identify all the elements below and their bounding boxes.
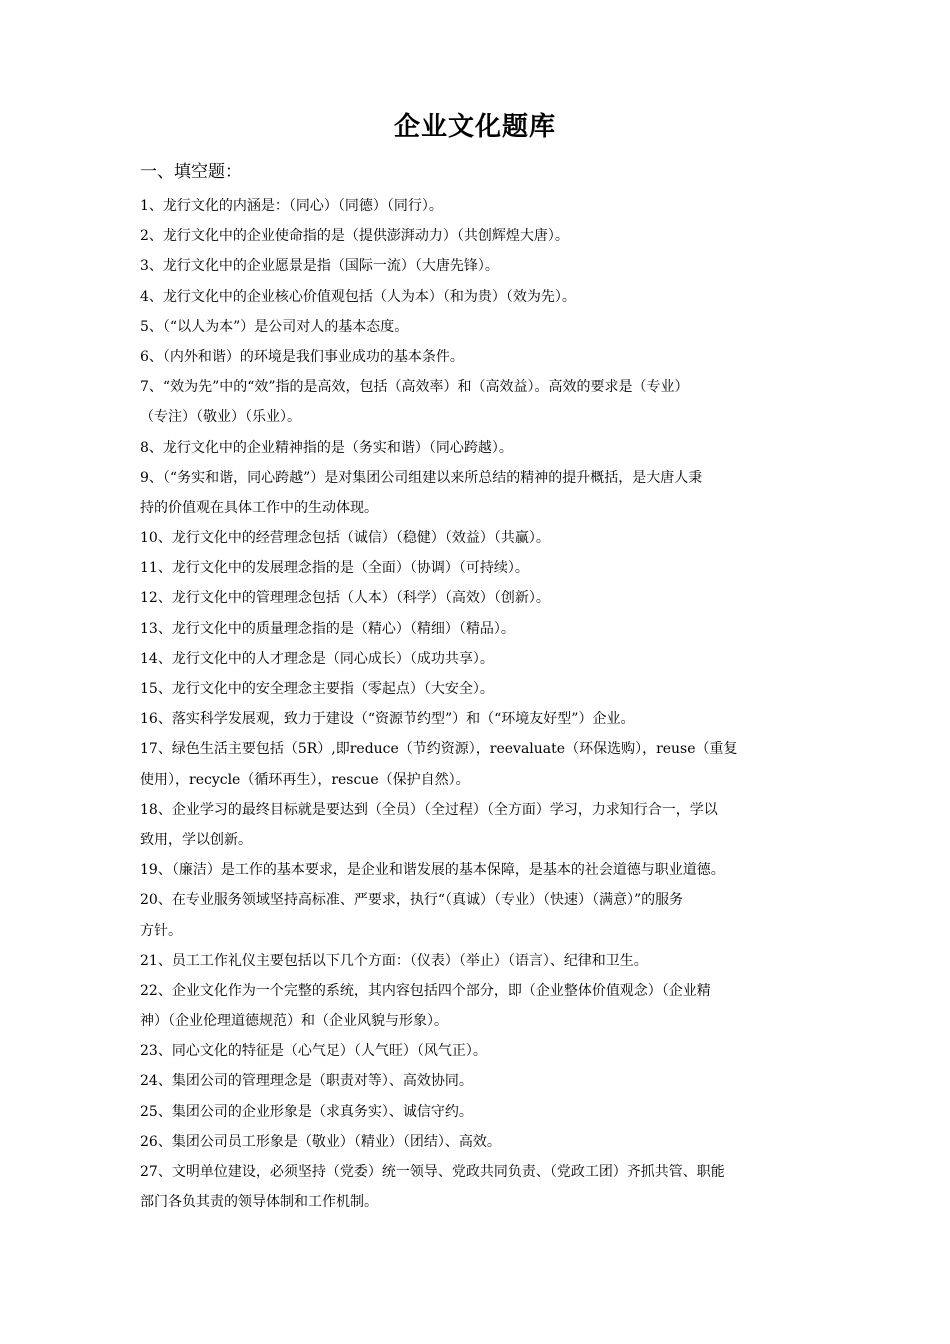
question-line: 15、龙行文化中的安全理念主要指（零起点）（大安全）。 (140, 681, 494, 697)
question-line: 12、龙行文化中的管理理念包括（人本）（科学）（高效）（创新）。 (140, 590, 550, 607)
question-item (140, 583, 820, 613)
question-item (140, 1157, 820, 1217)
question-line: 22、企业文化作为一个完整的系统，其内容包括四个部分，即（企业整体价值观念）（企业精 (140, 982, 711, 999)
question-item (140, 1097, 820, 1127)
question-line: 9、（“务实和谐，同心跨越”）是对集团公司组建以来所总结的精神的提升概括，是大唐人秉 (140, 469, 703, 486)
question-item (140, 1036, 820, 1066)
question-line: 2、龙行文化中的企业使命指的是（提供澎湃动力）（共创辉煌大唐）。 (140, 228, 569, 245)
question-item (140, 372, 820, 432)
question-line: 17、绿色生活主要包括（5R）,即reduce（节约资源），reevaluate（环保选购），reuse（重复 (140, 741, 738, 758)
question-line: 11、龙行文化中的发展理念指的是（全面）（协调）（可持续）。 (140, 560, 529, 577)
question-item (140, 1066, 820, 1096)
question-item (140, 342, 820, 372)
document-title: 企业文化题库 (393, 112, 556, 142)
question-item (140, 795, 820, 855)
question-line: 5、（“以人为本”）是公司对人的基本态度。 (140, 318, 409, 335)
question-line: 方针。 (140, 922, 182, 939)
question-line: 24、集团公司的管理理念是（职责对等）、高效协同。 (140, 1073, 473, 1090)
question-line: 10、龙行文化中的经营理念包括（诚信）（稳健）（效益）（共赢）。 (140, 530, 550, 547)
question-item (140, 433, 820, 463)
question-item (140, 282, 820, 312)
question-line: 持的价值观在具体工作中的生动体现。 (140, 499, 378, 516)
question-line: 部门各负其责的领导体制和工作机制。 (140, 1194, 378, 1211)
question-item (140, 251, 820, 281)
question-item (140, 855, 820, 885)
question-item (140, 976, 820, 1036)
question-line: 使用），recycle（循环再生），rescue（保护自然）。 (140, 771, 470, 788)
question-item (140, 523, 820, 553)
question-item (140, 614, 820, 644)
question-line: 8、龙行文化中的企业精神指的是（务实和谐）（同心跨越）。 (140, 439, 513, 456)
question-item (140, 704, 820, 734)
question-line: 27、文明单位建设，必须坚持（党委）统一领导、党政共同负责、（党政工团）齐抓共管、职能 (140, 1164, 725, 1180)
question-item (140, 644, 820, 674)
question-line: 19、（廉洁）是工作的基本要求，是企业和谐发展的基本保障，是基本的社会道德与职业道德。 (140, 862, 725, 879)
question-line: 3、龙行文化中的企业愿景是指（国际一流）（大唐先锋）。 (140, 258, 499, 275)
question-item (140, 221, 820, 251)
question-line: 26、集团公司员工形象是（敬业）（精业）（团结）、高效。 (140, 1133, 501, 1150)
question-line: 14、龙行文化中的人才理念是（同心成长）（成功共享）。 (140, 650, 494, 667)
question-item (140, 946, 820, 976)
question-list (140, 191, 820, 1217)
question-item (140, 553, 820, 583)
question-line: （专注）（敬业）（乐业）。 (140, 409, 301, 426)
question-item (140, 734, 820, 794)
question-item (140, 191, 820, 221)
question-item (140, 1127, 820, 1157)
question-line: 7、“效为先”中的“效”指的是高效，包括（高效率）和（高效益）。高效的要求是（专业） (140, 379, 689, 396)
question-line: 致用，学以创新。 (140, 831, 252, 848)
question-line: 16、落实科学发展观，致力于建设（“资源节约型”）和（“环境友好型”）企业。 (140, 711, 635, 728)
question-line: 20、在专业服务领域坚持高标准、严要求，执行“（真诚）（专业）（快速）（满意）”的服务 (140, 892, 684, 909)
question-line: 13、龙行文化中的质量理念指的是（精心）（精细）（精品）。 (140, 620, 515, 637)
question-line: 1、龙行文化的内涵是：（同心）（同德）（同行）。 (140, 198, 443, 214)
question-line: 神）（企业伦理道德规范）和（企业风貌与形象）。 (140, 1013, 448, 1030)
question-line: 4、龙行文化中的企业核心价值观包括（人为本）（和为贵）（效为先）。 (140, 288, 576, 305)
question-item (140, 463, 820, 523)
question-line: 23、同心文化的特征是（心气足）（人气旺）（风气正）。 (140, 1043, 487, 1060)
question-line: 18、企业学习的最终目标就是要达到（全员）（全过程）（全方面）学习，力求知行合一，学以 (140, 801, 718, 818)
question-item (140, 885, 820, 945)
question-item (140, 312, 820, 342)
question-line: 6、（内外和谐）的环境是我们事业成功的基本条件。 (140, 348, 464, 365)
section-heading: 一、填空题： (140, 162, 242, 182)
question-line: 21、员工工作礼仪主要包括以下几个方面：（仪表）（举止）（语言）、纪律和卫生。 (140, 952, 648, 969)
question-item (140, 674, 820, 704)
question-line: 25、集团公司的企业形象是（求真务实）、诚信守约。 (140, 1103, 473, 1120)
